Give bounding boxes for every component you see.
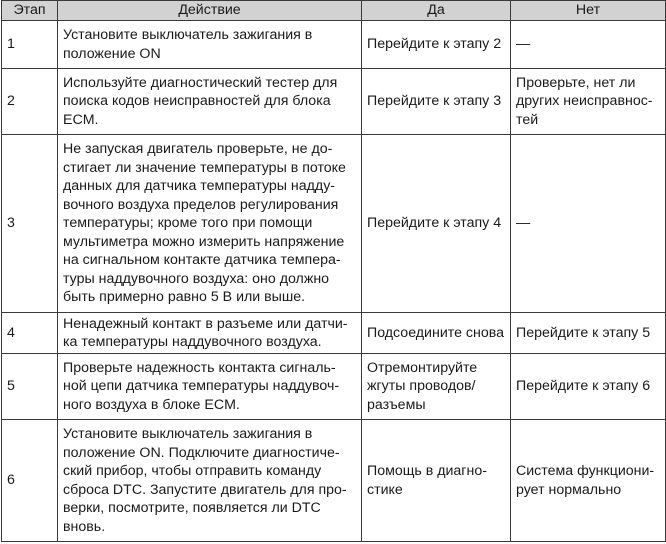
no-line: рует нормально <box>516 481 622 498</box>
no-line: — <box>516 215 531 232</box>
yes-cell: Перейдите к этапу 3 <box>362 69 511 135</box>
table-row <box>2 21 666 69</box>
action-line: поиска кодов неисправностей для блока <box>63 93 331 110</box>
action-line: мультиметра можно измерить напряжение <box>63 233 345 250</box>
action-line: вновь. <box>63 518 106 535</box>
yes-line: стике <box>367 481 403 498</box>
action-line: Установите выключатель зажигания в <box>63 27 313 43</box>
action-line: данных для датчика температуры надду- <box>63 178 336 195</box>
yes-line: жгуты проводов/ <box>367 378 476 395</box>
step-number: 3 <box>2 135 58 313</box>
action-line: сброса DTC. Запустите двигатель для про- <box>63 481 347 498</box>
action-line: Используйте диагностический тестер для <box>63 74 338 91</box>
header-action: Действие <box>58 1 362 21</box>
action-line: Не запуская двигатель проверьте, не до- <box>63 141 333 158</box>
step-number: 1 <box>2 21 58 69</box>
action-cell <box>58 420 362 542</box>
yes-cell: Перейдите к этапу 2 <box>362 21 511 69</box>
action-line: Установите выключатель зажигания в <box>63 426 313 442</box>
header-yes: Да <box>362 1 511 21</box>
action-line: стигает ли значение температуры в потоке <box>63 159 346 176</box>
yes-line: Помощь в диагно- <box>367 463 487 479</box>
no-cell <box>511 354 666 420</box>
table-row <box>2 135 666 313</box>
action-line: ка температуры наддувочного воздуха. <box>63 334 322 350</box>
no-line: других неисправнос- <box>516 93 653 110</box>
yes-line: разъемы <box>367 396 426 413</box>
no-line: Перейдите к этапу 5 <box>516 324 651 341</box>
action-line: на сигнальном контакте датчика темпера- <box>63 252 341 269</box>
yes-cell <box>362 354 511 420</box>
no-cell <box>511 420 666 542</box>
action-line: положение ON <box>63 45 161 62</box>
no-line: — <box>516 36 531 53</box>
diagnostic-table <box>1 0 666 542</box>
action-line: ной цепи датчика температуры наддувоч- <box>63 378 340 395</box>
no-cell <box>511 313 666 354</box>
table-row <box>2 69 666 135</box>
action-line: ECM. <box>63 111 99 128</box>
yes-cell: Подсоедините снова <box>362 313 511 354</box>
yes-cell: Перейдите к этапу 4 <box>362 135 511 313</box>
no-line: Перейдите к этапу 6 <box>516 378 651 395</box>
action-cell <box>58 135 362 313</box>
action-line: температуры; кроме того при помощи <box>63 215 313 232</box>
no-cell <box>511 69 666 135</box>
no-cell <box>511 21 666 69</box>
action-line: положение ON. Подключите диагностиче- <box>63 444 340 461</box>
table-row <box>2 420 666 542</box>
no-line: Проверьте, нет ли <box>516 74 636 91</box>
table-row <box>2 354 666 420</box>
step-number: 4 <box>2 313 58 354</box>
no-line: тей <box>516 111 539 128</box>
action-line: ский прибор, чтобы отправить команду <box>63 463 322 479</box>
step-number: 5 <box>2 354 58 420</box>
table-row <box>2 313 666 354</box>
action-line: Проверьте надежность контакта сигналь- <box>63 359 336 376</box>
action-cell <box>58 21 362 69</box>
action-line: вочного воздуха пределов регулирования <box>63 196 339 213</box>
action-line: верки, посмотрите, появляется ли DTC <box>63 500 321 516</box>
action-cell <box>58 69 362 135</box>
header-step: Этап <box>2 1 58 21</box>
action-line: туры наддувочного воздуха: оно должно <box>63 270 330 287</box>
action-cell <box>58 313 362 354</box>
yes-cell <box>362 420 511 542</box>
action-cell <box>58 354 362 420</box>
no-cell <box>511 135 666 313</box>
header-row <box>2 1 666 21</box>
step-number: 2 <box>2 69 58 135</box>
action-line: Ненадежный контакт в разъеме или датчи- <box>63 315 348 332</box>
no-line: Система функциони- <box>516 463 655 479</box>
action-line: быть примерно равно 5 В или выше. <box>63 289 306 306</box>
yes-line: Отремонтируйте <box>367 359 478 376</box>
header-no: Нет <box>511 1 666 21</box>
action-line: ного воздуха в блоке ECM. <box>63 396 240 413</box>
step-number: 6 <box>2 420 58 542</box>
